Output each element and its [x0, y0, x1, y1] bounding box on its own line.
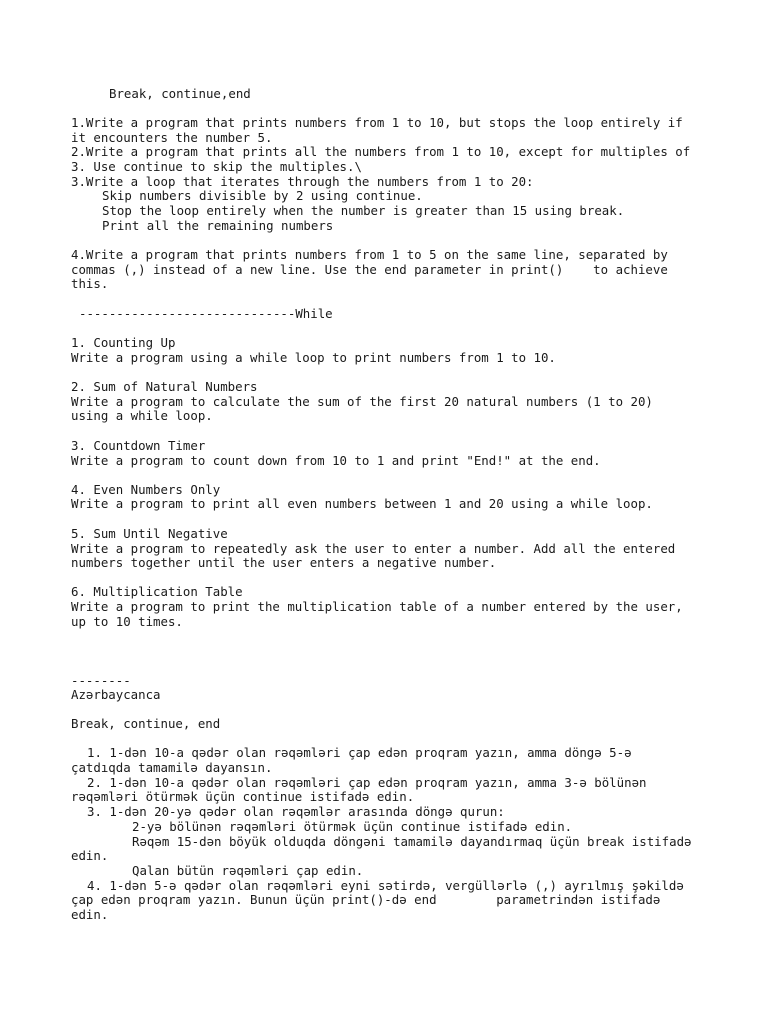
text-line: Print all the remaining numbers	[102, 218, 334, 233]
text-line: Rəqəm 15-dən böyük olduqda döngəni tamamilə dayandırmaq üçün break istifadə	[132, 834, 692, 849]
text-line: Break, continue,end	[109, 86, 251, 101]
text-line: çap edən proqram yazın. Bunun üçün print()-də end parametrindən istifadə	[71, 892, 661, 907]
text-line: Write a program to repeatedly ask the user to enter a number. Add all the entered	[71, 541, 676, 556]
text-line: edin.	[71, 848, 109, 863]
section-divider: -----------------------------While	[79, 306, 333, 321]
text-line: this.	[71, 276, 109, 291]
text-line: 1. Counting Up	[71, 335, 176, 350]
text-line: Skip numbers divisible by 2 using continue.	[102, 188, 423, 203]
text-line: rəqəmləri ötürmək üçün continue istifadə edin.	[71, 789, 415, 804]
text-line: numbers together until the user enters a negative number.	[71, 555, 497, 570]
text-line: çatdıqda tamamilə dayansın.	[71, 760, 273, 775]
text-line: 3.Write a loop that iterates through the numbers from 1 to 20:	[71, 174, 534, 189]
text-line: it encounters the number 5.	[71, 130, 273, 145]
text-line: 2-yə bölünən rəqəmləri ötürmək üçün continue istifadə edin.	[132, 819, 573, 834]
text-line: commas (,) instead of a new line. Use the end parameter in print() to achieve	[71, 262, 668, 277]
text-line: 5. Sum Until Negative	[71, 526, 228, 541]
text-line: 3. 1-dən 20-yə qədər olan rəqəmlər arasında döngə qurun:	[87, 804, 505, 819]
text-line: Azərbaycanca	[71, 687, 161, 702]
text-line: 1.Write a program that prints numbers from 1 to 10, but stops the loop entirely if	[71, 115, 683, 130]
text-line: 1. 1-dən 10-a qədər olan rəqəmləri çap edən proqram yazın, amma döngə 5-ə	[87, 745, 632, 760]
text-line: 6. Multiplication Table	[71, 584, 243, 599]
text-line: Write a program to print all even numbers between 1 and 20 using a while loop.	[71, 496, 653, 511]
text-line: Break, continue, end	[71, 716, 221, 731]
text-line: 3. Countdown Timer	[71, 438, 206, 453]
text-line: 2. Sum of Natural Numbers	[71, 379, 258, 394]
text-line: 2.Write a program that prints all the numbers from 1 to 10, except for multiples of	[71, 144, 691, 159]
text-line: 3. Use continue to skip the multiples.\	[71, 159, 362, 174]
text-line: 4. Even Numbers Only	[71, 482, 221, 497]
text-line: Qalan bütün rəqəmləri çap edin.	[132, 863, 364, 878]
text-line: Write a program to count down from 10 to 1 and print "End!" at the end.	[71, 453, 601, 468]
text-line: Write a program to calculate the sum of the first 20 natural numbers (1 to 20)	[71, 394, 653, 409]
text-line: 4. 1-dən 5-ə qədər olan rəqəmləri eyni sətirdə, vergüllərlə (,) ayrılmış şəkildə	[87, 878, 684, 893]
text-line: edin.	[71, 907, 109, 922]
text-line: Write a program to print the multiplication table of a number entered by the user,	[71, 599, 683, 614]
text-line: up to 10 times.	[71, 614, 183, 629]
text-line: Stop the loop entirely when the number is greater than 15 using break.	[102, 203, 625, 218]
text-line: using a while loop.	[71, 408, 213, 423]
text-line: 2. 1-dən 10-a qədər olan rəqəmləri çap edən proqram yazın, amma 3-ə bölünən	[87, 775, 647, 790]
text-line: 4.Write a program that prints numbers from 1 to 5 on the same line, separated by	[71, 247, 668, 262]
text-line: Write a program using a while loop to print numbers from 1 to 10.	[71, 350, 556, 365]
section-divider: --------	[71, 673, 131, 688]
